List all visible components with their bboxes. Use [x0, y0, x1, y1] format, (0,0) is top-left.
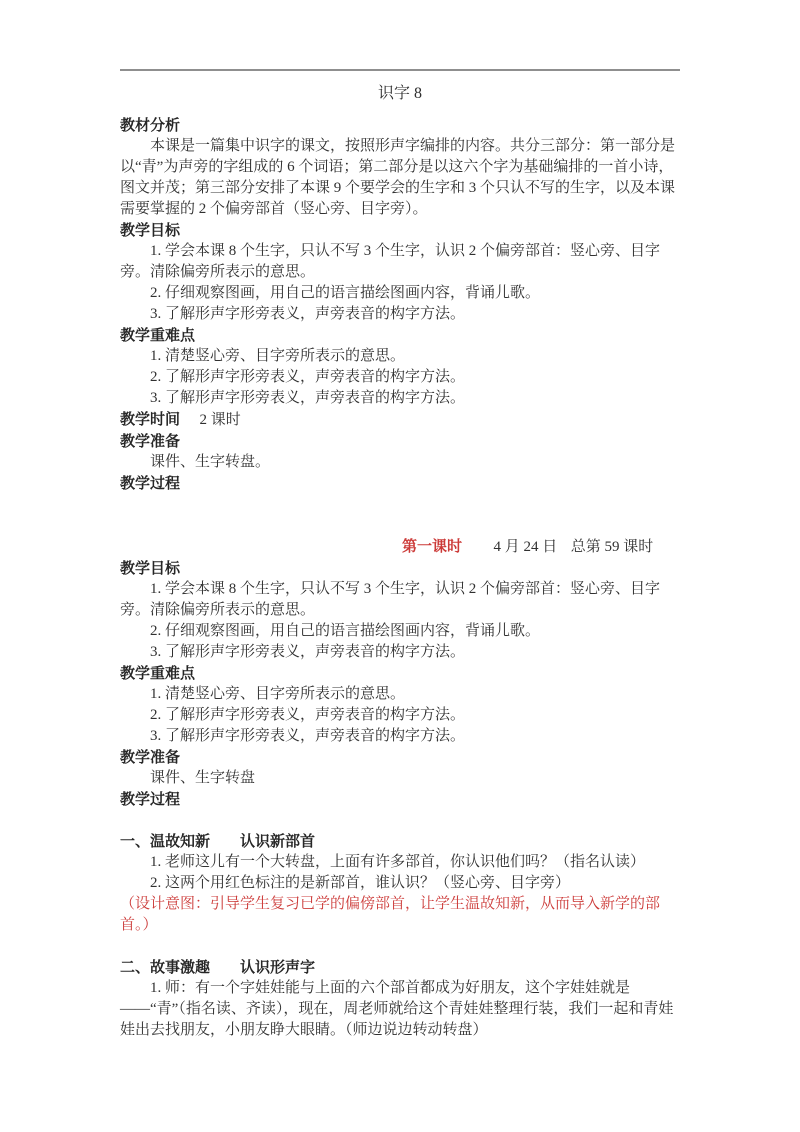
document-content [120, 69, 680, 1041]
session-cumulative-count: 总第 59 课时 [570, 539, 654, 555]
session-date: 4 月 24 日 [493, 539, 558, 555]
session-title: 第一课时 [402, 538, 463, 555]
heading-activity-2: 二、故事激趣 认识形声字 [120, 959, 316, 976]
key-point-item: 3. 了解形声字形旁表义，声旁表音的构字方法。 [150, 390, 466, 406]
key-point-item: 2. 了解形声字形旁表义，声旁表音的构字方法。 [150, 707, 466, 723]
key-point-item: 2. 了解形声字形旁表义，声旁表音的构字方法。 [150, 369, 466, 385]
session-header-line [120, 536, 680, 558]
goal-item: 3. 了解形声字形旁表义，声旁表音的构字方法。 [150, 644, 466, 660]
preparation-text-1: 课件、生字转盘。 [150, 454, 271, 470]
teaching-time-line [120, 409, 680, 431]
heading-teaching-goals-2: 教学目标 [120, 560, 181, 577]
doc-title: 识字 8 [377, 85, 422, 102]
key-point-item: 1. 清楚竖心旁、目字旁所表示的意思。 [150, 686, 406, 702]
goal-item: 2. 仔细观察图画，用自己的语言描绘图画内容，背诵儿歌。 [150, 285, 541, 301]
heading-preparation-1: 教学准备 [120, 433, 181, 450]
activity-step: 2. 这两个用红色标注的是新部首，谁认识？（竖心旁、目字旁） [150, 875, 571, 891]
goal-item: 1. 学会本课 8 个生字，只认不写 3 个生字，认识 2 个偏旁部首：竖心旁、目字旁。清除偏旁所表示的意思。 [120, 581, 661, 618]
heading-process-1: 教学过程 [120, 475, 181, 492]
material-analysis-paragraph: 本课是一篇集中识字的课文，按照形声字编排的内容。共分三部分：第一部分是以“青”为声旁的字组成的 6 个词语；第二部分是以这六个字为基础编排的一首小诗，图文并茂；第三部分安排了本课 9 个要学会的生字和 3 个只认不写的生字，以及本课需要掌握的 2 个偏旁部首（竖心旁、目字旁）。 [120, 138, 676, 217]
key-point-item: 3. 了解形声字形旁表义，声旁表音的构字方法。 [150, 728, 466, 744]
teaching-time-value: 2 课时 [199, 412, 241, 428]
preparation-text-2: 课件、生字转盘 [150, 770, 256, 786]
design-intent-note: （设计意图：引导学生复习已学的偏傍部首，让学生温故知新，从而导入新学的部首。） [120, 896, 661, 933]
activity-step: 1. 老师这儿有一个大转盘，上面有许多部首，你认识他们吗？（指名认读） [150, 854, 646, 870]
heading-activity-1: 一、温故知新 认识新部首 [120, 833, 316, 850]
heading-key-points-2: 教学重难点 [120, 665, 196, 682]
heading-process-2: 教学过程 [120, 791, 181, 808]
goal-item: 2. 仔细观察图画，用自己的语言描绘图画内容，背诵儿歌。 [150, 623, 541, 639]
heading-teaching-goals-1: 教学目标 [120, 222, 181, 239]
key-point-item: 1. 清楚竖心旁、目字旁所表示的意思。 [150, 348, 406, 364]
heading-teaching-time: 教学时间 [120, 411, 181, 428]
goal-item: 3. 了解形声字形旁表义，声旁表音的构字方法。 [150, 306, 466, 322]
heading-preparation-2: 教学准备 [120, 749, 181, 766]
heading-material-analysis: 教材分析 [120, 117, 181, 134]
heading-key-points-1: 教学重难点 [120, 327, 196, 344]
activity-step: 1. 师：有一个字娃娃能与上面的六个部首都成为好朋友，这个字娃娃就是——“青”（指名读、齐读），现在，周老师就给这个青娃娃整理行装，我们一起和青娃娃出去找朋友，小朋友睁大眼睛。（师边说边转动转盘） [120, 980, 674, 1038]
goal-item: 1. 学会本课 8 个生字，只认不写 3 个生字，认识 2 个偏旁部首：竖心旁、目字旁。清除偏旁所表示的意思。 [120, 243, 661, 280]
